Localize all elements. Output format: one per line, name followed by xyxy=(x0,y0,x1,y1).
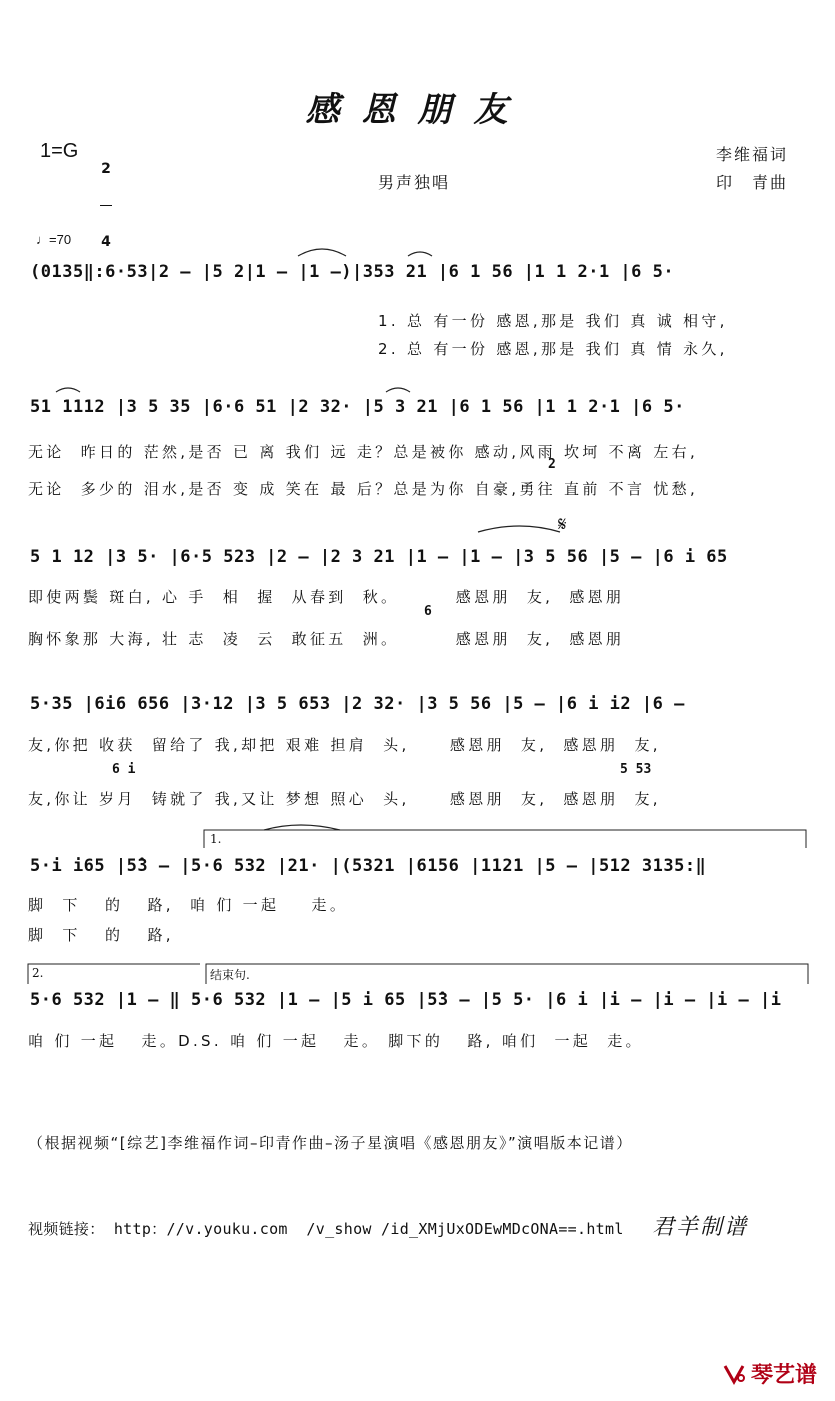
tempo-mark: ♩=70 xyxy=(36,232,72,247)
volta-bracket-2 xyxy=(28,964,808,984)
score-title: 感恩朋友 xyxy=(305,90,530,130)
time-divider xyxy=(100,205,112,206)
system-5-notes: 5·i i65 |5̂3 – |5·6 532 |21· |(5321 |6156 |1121 |5 – |512 3135:‖ xyxy=(30,856,707,876)
watermark-icon xyxy=(722,1362,748,1386)
time-top: 2 xyxy=(101,161,111,177)
system-4-annotation-left: 6 i xyxy=(112,762,136,777)
system-2-lyric-2: 无论 多少的 泪水,是否 变 成 笑在 最 后？总是为你 自豪,勇往 直前 不言 忧愁, xyxy=(28,480,699,498)
system-4-lyric-1: 友,你把 收获 留给了 我,却把 艰难 担肩 头, 感恩朋 友, 感恩朋 友, xyxy=(28,736,661,754)
time-bottom: 4 xyxy=(101,234,111,250)
system-1-notes: (0135‖:6·53|2 – |5 2|1 – |1 –)|353 21 |6 1 56 |1 1 2·1 |6 5· xyxy=(30,262,675,282)
system-3-lyric-2: 胸怀象那 大海, 壮 志 凌 云 敢征五 洲。 感恩朋 友, 感恩朋 xyxy=(28,630,625,648)
segno-sign: 𝄋 xyxy=(558,512,567,536)
system-1-lyric-2: 2. 总 有一份 感恩,那是 我们 真 情 永久, xyxy=(378,340,728,358)
system-3-annotation: 6 xyxy=(424,604,432,619)
time-signature xyxy=(100,134,112,263)
system-3-notes: 5 1 12 |3 5· |6·5 523 |2 – |2 3 21 |1 – |1 – |3 5 56 |5 – |6 i 65 xyxy=(30,547,728,567)
system-3-lyric-1: 即使两鬓 斑白, 心 手 相 握 从春到 秋。 感恩朋 友, 感恩朋 xyxy=(28,588,625,606)
watermark-logo xyxy=(722,1358,817,1389)
system-4-lyric-2: 友,你让 岁月 铸就了 我,又让 梦想 照心 头, 感恩朋 友, 感恩朋 友, xyxy=(28,790,661,808)
composer: 印 青曲 xyxy=(716,173,789,192)
volta-1-label: 1. xyxy=(210,832,222,846)
system-4-annotation-right: 5 53 xyxy=(620,762,652,777)
lyricist: 李维福词 xyxy=(716,145,789,164)
system-6-notes: 5·6 532 |1 – ‖ 5·6 532 |1 – |5 i 65 |5̂3 – |5 5· |6 i |i – |i – |i – |i xyxy=(30,990,782,1010)
video-link[interactable]: 视频链接： http：//v.youku.com /v_show /id_XMjUxODEwMDcONA==.html xyxy=(28,1220,624,1238)
key-signature: 1=G xyxy=(40,140,79,162)
coda-label: 结束句. xyxy=(210,968,250,982)
system-2-notes: 51 1112 |3 5 35 |6·6 51 |2 32· |5 3 21 |6 1 56 |1 1 2·1 |6 5· xyxy=(30,397,685,417)
performance: 男声独唱 xyxy=(378,173,451,192)
system-6-lyric-1: 咱 们 一起 走。D.S. 咱 们 一起 走。 脚下的 路, 咱们 一起 走。 xyxy=(28,1032,644,1050)
system-2-annotation: 2 xyxy=(548,457,556,472)
volta-2-label: 2. xyxy=(32,966,44,980)
watermark-text: 琴艺谱 xyxy=(751,1363,818,1388)
system-2-lyric-1: 无论 昨日的 茫然,是否 已 离 我们 远 走？总是被你 感动,风雨 坎坷 不离 左右, xyxy=(28,443,699,461)
volta-bracket-1 xyxy=(204,830,806,848)
transcription-note: （根据视频“[综艺]李维福作词–印青作曲–汤子星演唱《感恩朋友》”演唱版本记谱） xyxy=(28,1134,633,1152)
system-5-lyric-2: 脚 下 的 路, xyxy=(28,926,174,944)
transcriber-signature: 君羊制谱 xyxy=(652,1215,749,1240)
system-1-lyric-1: 1. 总 有一份 感恩,那是 我们 真 诚 相守, xyxy=(378,312,728,330)
system-5-lyric-1: 脚 下 的 路, 咱 们 一起 走。 xyxy=(28,896,349,914)
system-4-notes: 5·35 |6i6 656 |3·12 |3 5 653 |2 32· |3 5 56 |5 – |6 i i2 |6 – xyxy=(30,694,685,714)
